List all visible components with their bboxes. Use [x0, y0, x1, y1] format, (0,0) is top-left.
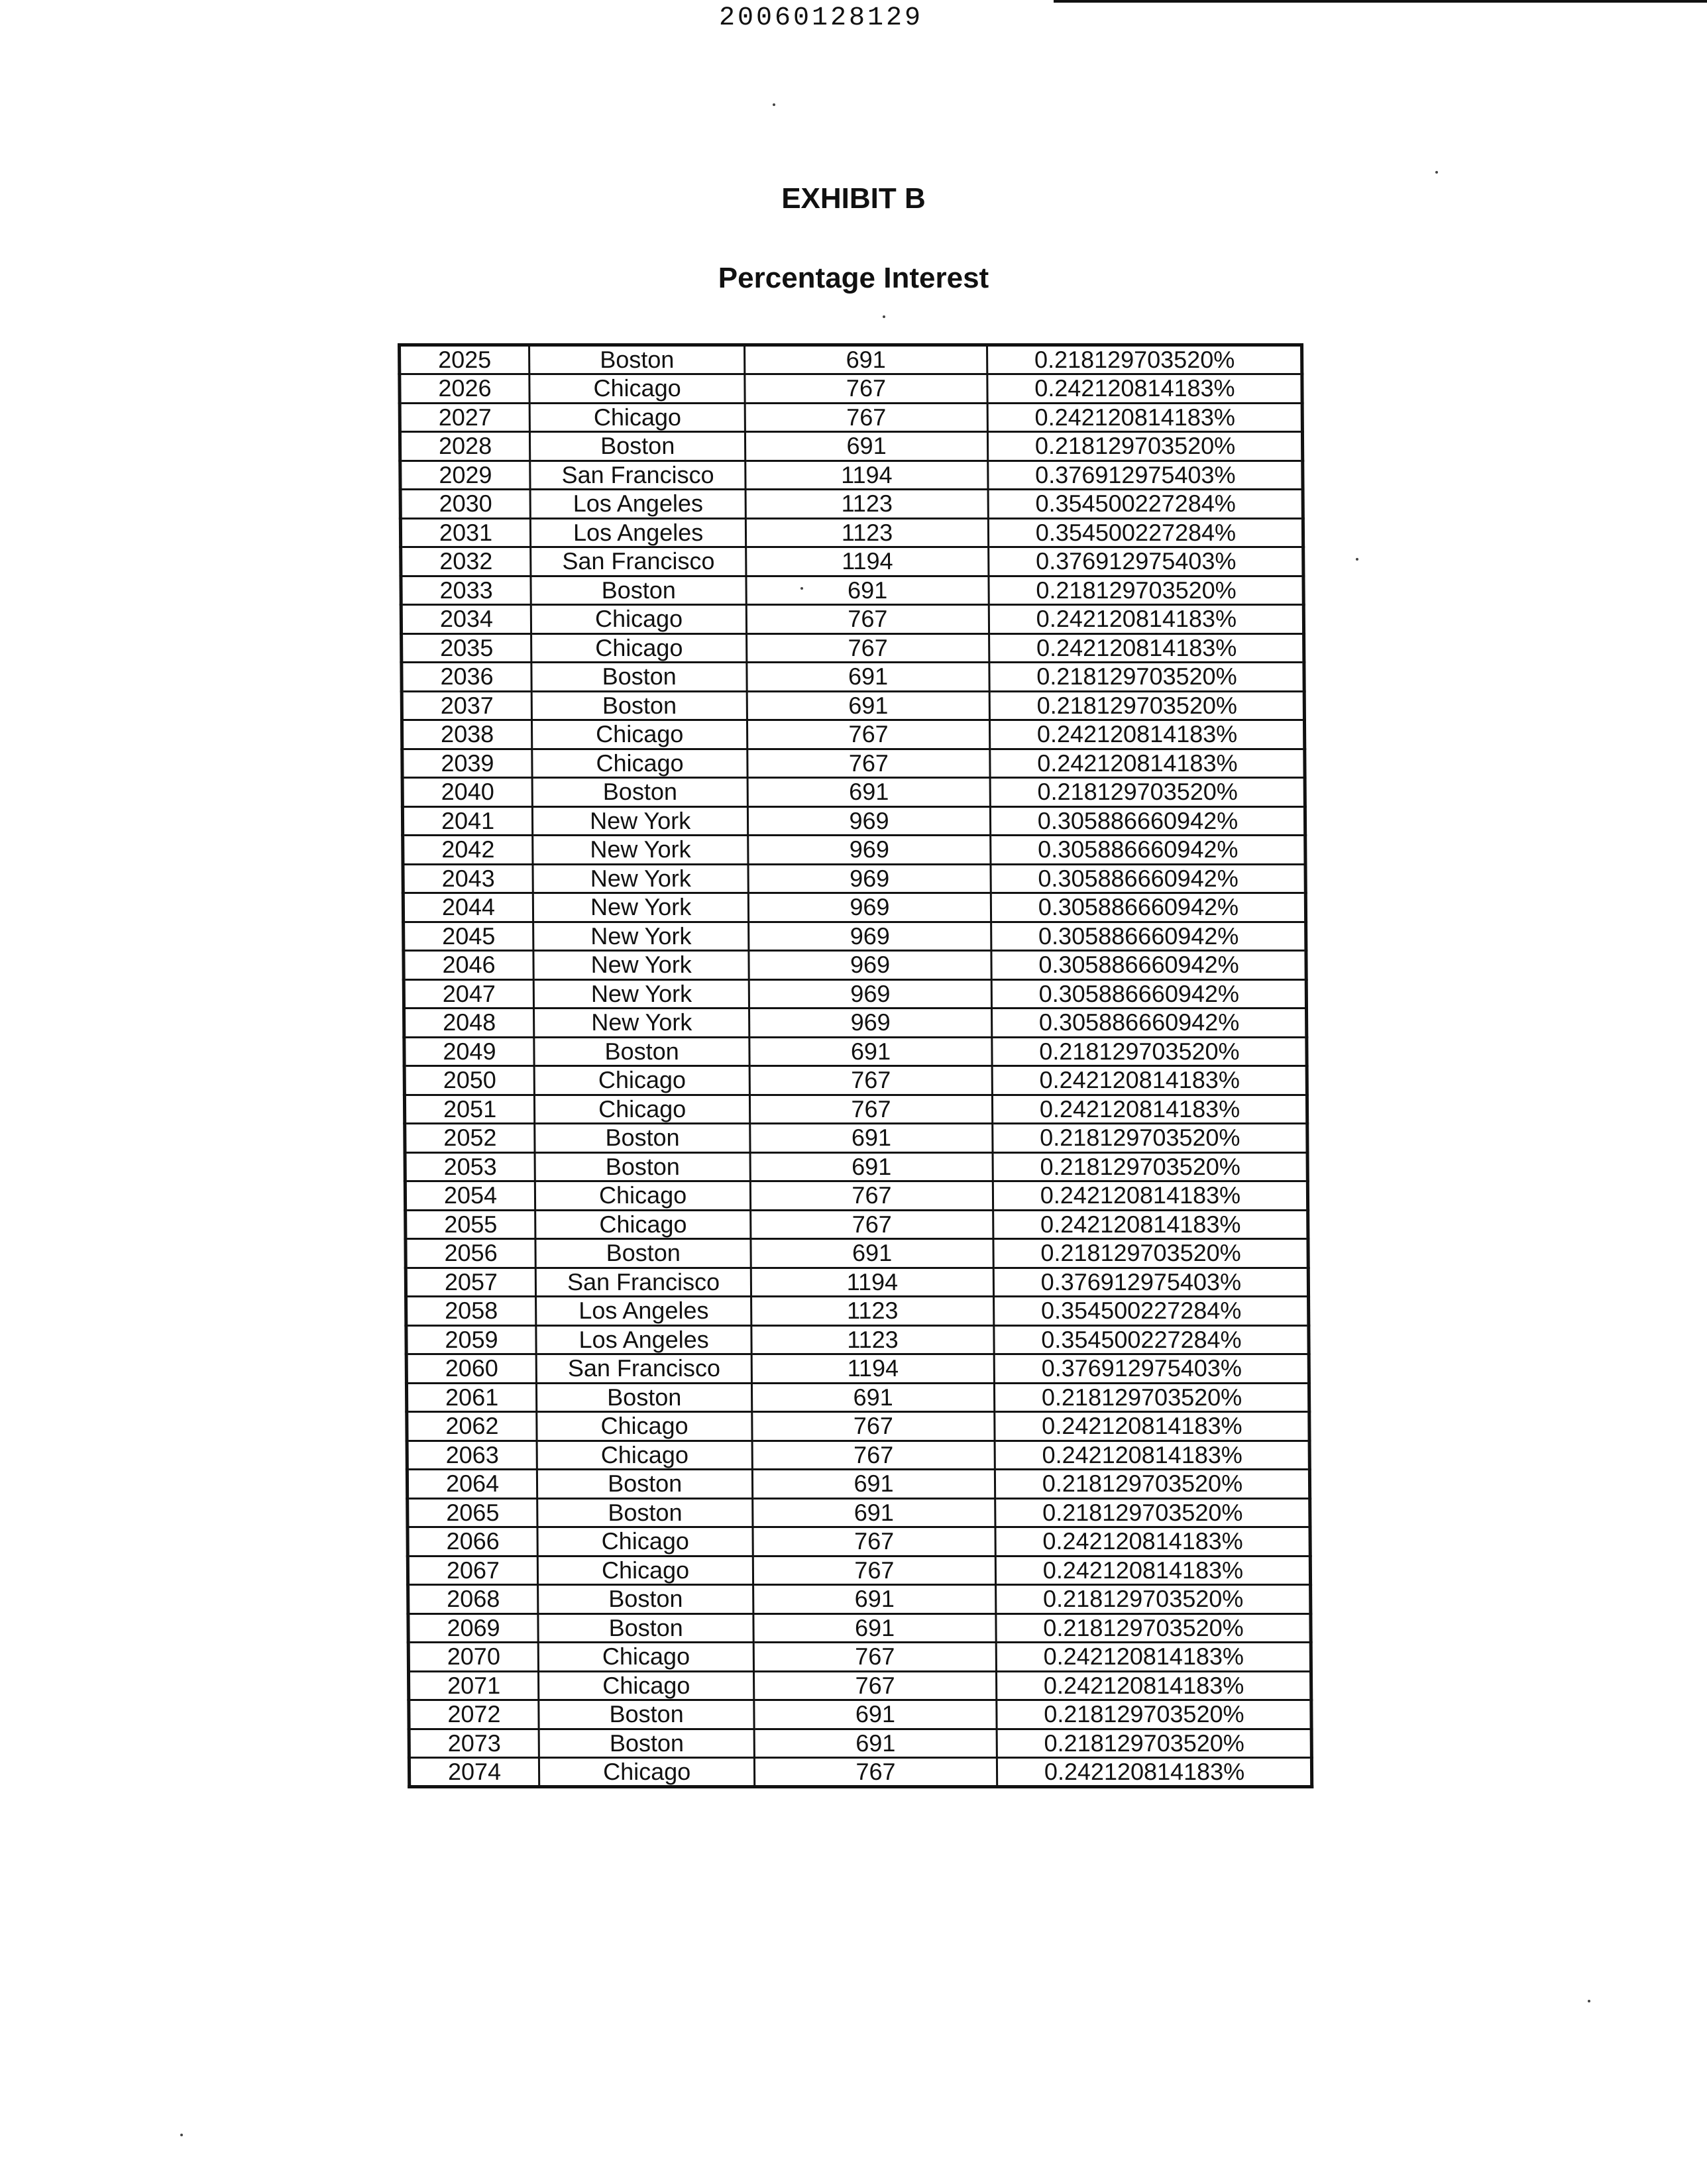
unit-number-cell: 2063	[407, 1441, 537, 1470]
unit-number-cell: 2041	[402, 806, 532, 836]
square-feet-cell: 767	[745, 374, 987, 404]
table-row	[404, 951, 1306, 980]
percentage-cell: 0.218129703520%	[993, 1152, 1307, 1181]
percentage-cell: 0.218129703520%	[989, 663, 1304, 692]
table-row	[406, 1383, 1309, 1412]
square-feet-cell: 691	[751, 1239, 993, 1268]
table-row	[406, 1210, 1308, 1239]
square-feet-cell: 691	[753, 1585, 996, 1614]
unit-type-cell: New York	[533, 922, 749, 951]
unit-number-cell: 2032	[401, 547, 531, 576]
table-row	[400, 345, 1302, 374]
percentage-cell: 0.305886660942%	[991, 922, 1305, 951]
square-feet-cell: 767	[747, 605, 989, 634]
square-feet-cell: 767	[753, 1643, 996, 1672]
square-feet-cell: 691	[747, 778, 990, 807]
unit-type-cell: New York	[532, 806, 748, 836]
square-feet-cell: 691	[754, 1700, 997, 1729]
table-row	[402, 778, 1305, 807]
percentage-cell: 0.305886660942%	[990, 836, 1305, 865]
table-row	[408, 1556, 1310, 1585]
table-row	[400, 403, 1302, 432]
unit-number-cell: 2050	[404, 1066, 534, 1095]
square-feet-cell: 1123	[745, 490, 988, 519]
square-feet-cell: 691	[753, 1470, 995, 1499]
percentage-cell: 0.354500227284%	[993, 1297, 1308, 1326]
percentage-cell: 0.242120814183%	[990, 749, 1305, 778]
unit-type-cell: New York	[534, 1009, 750, 1038]
unit-number-cell: 2025	[400, 345, 529, 374]
table-row	[402, 663, 1304, 692]
percentage-cell: 0.218129703520%	[989, 576, 1303, 605]
square-feet-cell: 969	[749, 893, 991, 922]
unit-type-cell: Chicago	[539, 1758, 755, 1787]
unit-number-cell: 2038	[402, 720, 531, 749]
unit-type-cell: Chicago	[538, 1643, 754, 1672]
table-row	[404, 979, 1306, 1009]
table-row	[409, 1758, 1311, 1787]
unit-number-cell: 2058	[406, 1297, 536, 1326]
percentage-cell: 0.305886660942%	[991, 979, 1306, 1009]
table-row	[408, 1498, 1310, 1527]
percentage-cell: 0.242120814183%	[993, 1210, 1307, 1239]
square-feet-cell: 1194	[745, 461, 988, 490]
table-row	[408, 1643, 1311, 1672]
scan-speck	[1588, 2000, 1590, 2002]
unit-number-cell: 2061	[406, 1383, 536, 1412]
unit-number-cell: 2074	[409, 1758, 539, 1787]
unit-number-cell: 2037	[402, 691, 531, 720]
percentage-cell: 0.242120814183%	[996, 1671, 1311, 1700]
unit-type-cell: Chicago	[532, 749, 748, 778]
unit-type-cell: New York	[533, 893, 749, 922]
unit-type-cell: Los Angeles	[536, 1325, 752, 1354]
unit-type-cell: San Francisco	[536, 1354, 752, 1384]
square-feet-cell: 691	[754, 1729, 997, 1758]
unit-number-cell: 2046	[404, 951, 533, 980]
square-feet-cell: 691	[746, 576, 989, 605]
square-feet-cell: 767	[752, 1441, 995, 1470]
square-feet-cell: 767	[749, 1066, 992, 1095]
percentage-cell: 0.354500227284%	[988, 490, 1303, 519]
table-row	[407, 1441, 1309, 1470]
unit-number-cell: 2049	[404, 1037, 534, 1066]
table-row	[402, 720, 1304, 749]
unit-type-cell: Chicago	[537, 1412, 753, 1441]
unit-type-cell: Chicago	[534, 1066, 750, 1095]
table-row	[401, 605, 1303, 634]
unit-number-cell: 2034	[401, 605, 531, 634]
table-row	[404, 1066, 1307, 1095]
square-feet-cell: 767	[747, 720, 990, 749]
scan-speck	[180, 2134, 183, 2136]
percentage-cell: 0.218129703520%	[994, 1383, 1309, 1412]
percentage-cell: 0.218129703520%	[996, 1613, 1311, 1643]
unit-number-cell: 2030	[400, 490, 530, 519]
table-row	[401, 547, 1303, 576]
square-feet-cell: 691	[752, 1383, 995, 1412]
scan-top-rule	[1054, 0, 1707, 3]
unit-type-cell: Los Angeles	[536, 1297, 752, 1326]
square-feet-cell: 767	[753, 1556, 996, 1585]
percentage-cell: 0.218129703520%	[997, 1700, 1311, 1729]
unit-type-cell: Boston	[531, 691, 747, 720]
square-feet-cell: 691	[745, 345, 987, 374]
unit-type-cell: Boston	[529, 345, 745, 374]
square-feet-cell: 691	[745, 432, 988, 461]
unit-type-cell: Los Angeles	[530, 518, 746, 547]
unit-type-cell: Chicago	[535, 1181, 751, 1211]
table-row	[406, 1297, 1309, 1326]
square-feet-cell: 767	[750, 1095, 993, 1124]
percentage-cell: 0.305886660942%	[991, 951, 1306, 980]
percentage-cell: 0.218129703520%	[990, 778, 1305, 807]
table-row	[402, 691, 1304, 720]
square-feet-cell: 1123	[746, 518, 989, 547]
unit-number-cell: 2073	[409, 1729, 539, 1758]
unit-type-cell: Boston	[535, 1239, 751, 1268]
unit-number-cell: 2047	[404, 979, 533, 1009]
percentage-cell: 0.218129703520%	[995, 1585, 1310, 1614]
unit-type-cell: Boston	[537, 1498, 753, 1527]
percentage-cell: 0.242120814183%	[995, 1556, 1310, 1585]
unit-number-cell: 2065	[408, 1498, 537, 1527]
unit-type-cell: San Francisco	[531, 547, 747, 576]
square-feet-cell: 691	[749, 1037, 992, 1066]
scan-speck	[800, 587, 803, 590]
percentage-cell: 0.242120814183%	[987, 374, 1302, 404]
percentage-cell: 0.376912975403%	[988, 547, 1303, 576]
table-row	[408, 1585, 1311, 1614]
percentage-cell: 0.218129703520%	[995, 1498, 1309, 1527]
table-row	[406, 1239, 1308, 1268]
table-row	[400, 432, 1302, 461]
unit-type-cell: New York	[533, 951, 749, 980]
square-feet-cell: 767	[753, 1527, 995, 1556]
unit-type-cell: Boston	[538, 1585, 754, 1614]
percentage-cell: 0.218129703520%	[989, 691, 1304, 720]
exhibit-title: EXHIBIT B	[781, 182, 926, 215]
unit-type-cell: San Francisco	[530, 461, 746, 490]
unit-number-cell: 2059	[406, 1325, 536, 1354]
unit-type-cell: Boston	[531, 663, 747, 692]
unit-number-cell: 2070	[408, 1643, 538, 1672]
unit-type-cell: Chicago	[534, 1095, 750, 1124]
unit-type-cell: Boston	[535, 1152, 751, 1181]
percentage-cell: 0.242120814183%	[987, 403, 1302, 432]
unit-type-cell: Boston	[529, 432, 745, 461]
percentage-cell: 0.242120814183%	[992, 1066, 1307, 1095]
table-row	[408, 1613, 1311, 1643]
scan-speck	[1356, 558, 1358, 561]
unit-number-cell: 2064	[407, 1470, 537, 1499]
unit-number-cell: 2040	[402, 778, 532, 807]
unit-type-cell: Chicago	[529, 403, 745, 432]
square-feet-cell: 1123	[751, 1325, 994, 1354]
percentage-cell: 0.242120814183%	[992, 1095, 1307, 1124]
table-row	[405, 1152, 1307, 1181]
table-row	[400, 461, 1303, 490]
square-feet-cell: 767	[751, 1210, 993, 1239]
unit-number-cell: 2048	[404, 1009, 534, 1038]
unit-number-cell: 2052	[405, 1124, 535, 1153]
unit-number-cell: 2071	[408, 1671, 538, 1700]
table-row	[404, 1037, 1307, 1066]
percentage-cell: 0.242120814183%	[993, 1181, 1307, 1211]
square-feet-cell: 691	[753, 1498, 995, 1527]
square-feet-cell: 969	[748, 836, 991, 865]
square-feet-cell: 767	[747, 633, 989, 663]
square-feet-cell: 691	[750, 1124, 993, 1153]
unit-type-cell: Chicago	[537, 1527, 753, 1556]
unit-number-cell: 2056	[406, 1239, 535, 1268]
unit-type-cell: Boston	[537, 1470, 753, 1499]
square-feet-cell: 767	[747, 749, 990, 778]
unit-number-cell: 2057	[406, 1268, 535, 1297]
square-feet-cell: 767	[745, 403, 987, 432]
unit-type-cell: Chicago	[532, 720, 748, 749]
table-row	[403, 893, 1305, 922]
unit-number-cell: 2066	[408, 1527, 537, 1556]
percentage-cell: 0.218129703520%	[987, 432, 1302, 461]
unit-type-cell: Boston	[537, 1383, 753, 1412]
table-row	[400, 374, 1302, 404]
unit-type-cell: Boston	[532, 778, 748, 807]
unit-number-cell: 2028	[400, 432, 529, 461]
unit-number-cell: 2035	[402, 633, 531, 663]
table-row	[409, 1700, 1311, 1729]
unit-number-cell: 2042	[403, 836, 533, 865]
table-row	[405, 1181, 1307, 1211]
unit-number-cell: 2027	[400, 403, 529, 432]
percentage-cell: 0.242120814183%	[989, 605, 1303, 634]
unit-number-cell: 2055	[406, 1210, 535, 1239]
table-row	[407, 1412, 1309, 1441]
unit-number-cell: 2033	[401, 576, 531, 605]
unit-number-cell: 2068	[408, 1585, 538, 1614]
percentage-cell: 0.242120814183%	[995, 1412, 1309, 1441]
square-feet-cell: 691	[747, 663, 989, 692]
table-row	[402, 749, 1305, 778]
square-feet-cell: 767	[752, 1412, 995, 1441]
square-feet-cell: 767	[751, 1181, 993, 1211]
unit-type-cell: Chicago	[537, 1556, 753, 1585]
percentage-cell: 0.354500227284%	[994, 1325, 1309, 1354]
percentage-cell: 0.242120814183%	[989, 720, 1304, 749]
unit-type-cell: San Francisco	[535, 1268, 751, 1297]
square-feet-cell: 691	[747, 691, 989, 720]
square-feet-cell: 969	[748, 864, 991, 893]
percentage-interest-table	[398, 343, 1313, 1788]
table-body	[400, 345, 1312, 1787]
table-row	[402, 806, 1305, 836]
percentage-cell: 0.218129703520%	[993, 1239, 1308, 1268]
table-row	[403, 864, 1305, 893]
unit-type-cell: Chicago	[529, 374, 745, 404]
percentage-cell: 0.218129703520%	[993, 1124, 1307, 1153]
square-feet-cell: 969	[749, 951, 991, 980]
unit-number-cell: 2039	[402, 749, 532, 778]
percentage-cell: 0.218129703520%	[987, 345, 1301, 374]
percentage-cell: 0.242120814183%	[997, 1758, 1311, 1787]
table-row	[406, 1268, 1308, 1297]
percentage-cell: 0.305886660942%	[991, 1009, 1306, 1038]
square-feet-cell: 767	[754, 1671, 997, 1700]
percentage-cell: 0.376912975403%	[988, 461, 1303, 490]
percentage-cell: 0.218129703520%	[997, 1729, 1311, 1758]
table-row	[404, 1095, 1307, 1124]
scan-speck	[773, 103, 775, 106]
unit-type-cell: Chicago	[539, 1671, 755, 1700]
table-row	[404, 922, 1306, 951]
unit-number-cell: 2045	[404, 922, 533, 951]
percentage-cell: 0.354500227284%	[988, 518, 1303, 547]
square-feet-cell: 1194	[751, 1268, 993, 1297]
percentage-cell: 0.242120814183%	[989, 633, 1303, 663]
document-number: 20060128129	[719, 3, 924, 33]
unit-number-cell: 2060	[406, 1354, 536, 1384]
percentage-cell: 0.305886660942%	[991, 864, 1305, 893]
percentage-cell: 0.242120814183%	[995, 1441, 1309, 1470]
unit-type-cell: New York	[533, 979, 749, 1009]
scan-speck	[883, 315, 885, 318]
square-feet-cell: 691	[753, 1613, 996, 1643]
unit-type-cell: Boston	[531, 576, 747, 605]
square-feet-cell: 691	[750, 1152, 993, 1181]
unit-type-cell: Chicago	[531, 605, 747, 634]
percentage-cell: 0.376912975403%	[993, 1268, 1308, 1297]
unit-number-cell: 2043	[403, 864, 533, 893]
square-feet-cell: 969	[748, 806, 991, 836]
table-row	[404, 1009, 1307, 1038]
table-row	[407, 1470, 1309, 1499]
unit-type-cell: Chicago	[537, 1441, 753, 1470]
table-row	[406, 1325, 1309, 1354]
unit-number-cell: 2044	[403, 893, 533, 922]
unit-type-cell: Chicago	[535, 1210, 751, 1239]
table-row	[409, 1729, 1311, 1758]
unit-type-cell: Boston	[534, 1037, 750, 1066]
unit-number-cell: 2036	[402, 663, 531, 692]
unit-type-cell: Boston	[539, 1729, 755, 1758]
table-row	[400, 518, 1303, 547]
square-feet-cell: 1194	[751, 1354, 994, 1384]
percentage-cell: 0.305886660942%	[990, 806, 1305, 836]
percentage-cell: 0.305886660942%	[991, 893, 1305, 922]
table-row	[408, 1527, 1310, 1556]
percentage-cell: 0.218129703520%	[992, 1037, 1307, 1066]
percentage-cell: 0.242120814183%	[995, 1527, 1310, 1556]
unit-type-cell: Chicago	[531, 633, 747, 663]
unit-type-cell: New York	[533, 836, 749, 865]
table-row	[403, 836, 1305, 865]
unit-type-cell: Boston	[539, 1700, 755, 1729]
percentage-cell: 0.242120814183%	[996, 1643, 1311, 1672]
unit-number-cell: 2067	[408, 1556, 537, 1585]
unit-type-cell: Los Angeles	[530, 490, 746, 519]
unit-type-cell: New York	[533, 864, 749, 893]
unit-number-cell: 2069	[408, 1613, 538, 1643]
scan-speck	[1435, 171, 1438, 174]
unit-number-cell: 2031	[400, 518, 530, 547]
square-feet-cell: 969	[749, 1009, 992, 1038]
unit-number-cell: 2026	[400, 374, 529, 404]
unit-type-cell: Boston	[538, 1613, 754, 1643]
section-subtitle: Percentage Interest	[718, 262, 989, 294]
unit-number-cell: 2051	[404, 1095, 534, 1124]
unit-number-cell: 2029	[400, 461, 530, 490]
square-feet-cell: 1123	[751, 1297, 994, 1326]
table-row	[406, 1354, 1309, 1384]
square-feet-cell: 767	[755, 1758, 997, 1787]
table-row	[405, 1124, 1307, 1153]
square-feet-cell: 969	[749, 922, 991, 951]
unit-number-cell: 2062	[407, 1412, 537, 1441]
percentage-cell: 0.218129703520%	[995, 1470, 1309, 1499]
unit-number-cell: 2072	[409, 1700, 539, 1729]
square-feet-cell: 1194	[746, 547, 989, 576]
square-feet-cell: 969	[749, 979, 991, 1009]
table-row	[408, 1671, 1311, 1700]
unit-number-cell: 2053	[405, 1152, 535, 1181]
unit-type-cell: Boston	[535, 1124, 751, 1153]
table-row	[401, 576, 1303, 605]
unit-number-cell: 2054	[405, 1181, 535, 1211]
table-row	[400, 490, 1303, 519]
percentage-cell: 0.376912975403%	[994, 1354, 1309, 1384]
table-row	[402, 633, 1304, 663]
